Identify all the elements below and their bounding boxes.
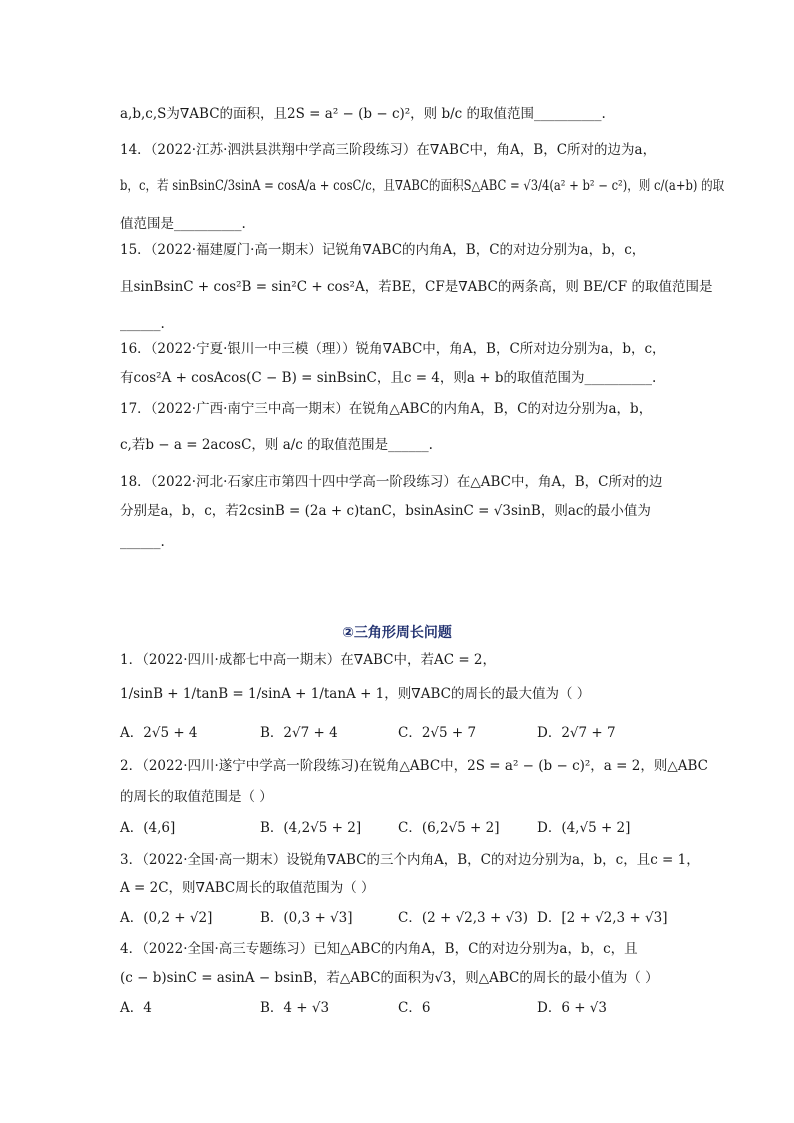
option-1-c: C．2√5 + 7 — [398, 725, 477, 741]
option-4-a: A．4 — [120, 1000, 152, 1016]
option-3-b: B．(0,3 + √3] — [260, 910, 353, 926]
question-2-stem-a: 2．（2022·四川·遂宁中学高一阶段练习)在锐角△ABC中，2S = a² − (b − c)²，a = 2，则△ABC — [120, 758, 708, 774]
text-line-q15-c: ______. — [120, 316, 165, 332]
text-line-q14-b: b，c，若 sinBsinC/3sinA = cosA/a + cosC/c，且∇ABC的面积S△ABC = √3/4(a² + b² − c²)，则 c/(a+b) 的取 — [120, 178, 725, 194]
option-1-d: D．2√7 + 7 — [537, 725, 616, 741]
section-title: ②三角形周长问题 — [342, 625, 452, 641]
text-line-q14-c: 值范围是__________. — [120, 216, 246, 232]
option-2-b: B．(4,2√5 + 2] — [260, 820, 362, 836]
text-line-q17-a: 17．（2022·广西·南宁三中高一期末）在锐角△ABC的内角A，B，C的对边分别为a，b， — [120, 401, 653, 417]
text-line-q15-b: 且sinBsinC + cos²B = sin²C + cos²A，若BE，CF是∇ABC的两条高，则 BE/CF 的取值范围是 — [120, 279, 713, 295]
option-3-d: D．[2 + √2,3 + √3] — [537, 910, 668, 926]
question-2-stem-b: 的周长的取值范围是（ ） — [120, 789, 273, 805]
question-1-stem-a: 1．（2022·四川·成都七中高一期末）在∇ABC中，若AC = 2， — [120, 652, 497, 668]
text-line-q15-a: 15．（2022·福建厦门·高一期末）记锐角∇ABC的内角A，B，C的对边分别为a，b，c， — [120, 242, 646, 258]
option-4-d: D．6 + √3 — [537, 1000, 607, 1016]
text-line-q16-a: 16．（2022·宁夏·银川一中三模（理））锐角∇ABC中，角A，B，C所对边分别为a，b，c， — [120, 341, 666, 357]
question-1-options — [120, 723, 680, 743]
question-2-options — [120, 818, 680, 838]
question-4-stem-b: (c − b)sinC = asinA − bsinB，若△ABC的面积为√3，则△ABC的周长的最小值为（ ） — [120, 970, 659, 986]
question-3-options — [120, 908, 680, 928]
option-2-c: C．(6,2√5 + 2] — [398, 820, 500, 836]
text-line-q14-a: 14．（2022·江苏·泗洪县洪翔中学高三阶段练习）在∇ABC中，角A，B，C所对的边为a， — [120, 142, 657, 158]
question-3-stem-a: 3．（2022·全国·高一期末）设锐角∇ABC的三个内角A，B，C的对边分别为a，b，c，且c = 1， — [120, 852, 700, 868]
option-3-a: A．(0,2 + √2] — [120, 910, 213, 926]
option-3-c: C．(2 + √2,3 + √3) — [398, 910, 529, 926]
text-line-q18-a: 18．（2022·河北·石家庄市第四十四中学高一阶段练习）在△ABC中，角A，B，C所对的边 — [120, 474, 663, 490]
question-4-options — [120, 998, 680, 1018]
text-line-q16-b: 有cos²A + cosAcos(C − B) = sinBsinC，且c = 4，则a + b的取值范围为__________. — [120, 370, 657, 386]
option-1-b: B．2√7 + 4 — [260, 725, 338, 741]
text-line-q18-c: ______. — [120, 534, 165, 550]
question-4-stem-a: 4．（2022·全国·高三专题练习）已知△ABC的内角A，B，C的对边分别为a，b，c，且 — [120, 941, 638, 957]
option-4-c: C．6 — [398, 1000, 431, 1016]
text-line-13-tail: a,b,c,S为∇ABC的面积，且2S = a² − (b − c)²，则 b/c 的取值范围__________. — [120, 106, 606, 122]
text-line-q18-b: 分别是a，b，c，若2csinB = (2a + c)tanC，bsinAsinC = √3sinB，则ac的最小值为 — [120, 503, 651, 519]
option-4-b: B．4 + √3 — [260, 1000, 330, 1016]
text-line-q17-b: c,若b − a = 2acosC，则 a/c 的取值范围是______. — [120, 437, 433, 453]
question-3-stem-b: A = 2C，则∇ABC周长的取值范围为（ ） — [120, 880, 375, 896]
option-2-d: D．(4,√5 + 2] — [537, 820, 631, 836]
option-1-a: A．2√5 + 4 — [120, 725, 198, 741]
question-1-stem-b: 1/sinB + 1/tanB = 1/sinA + 1/tanA + 1，则∇ABC的周长的最大值为（ ） — [120, 686, 591, 702]
option-2-a: A．(4,6] — [120, 820, 176, 836]
